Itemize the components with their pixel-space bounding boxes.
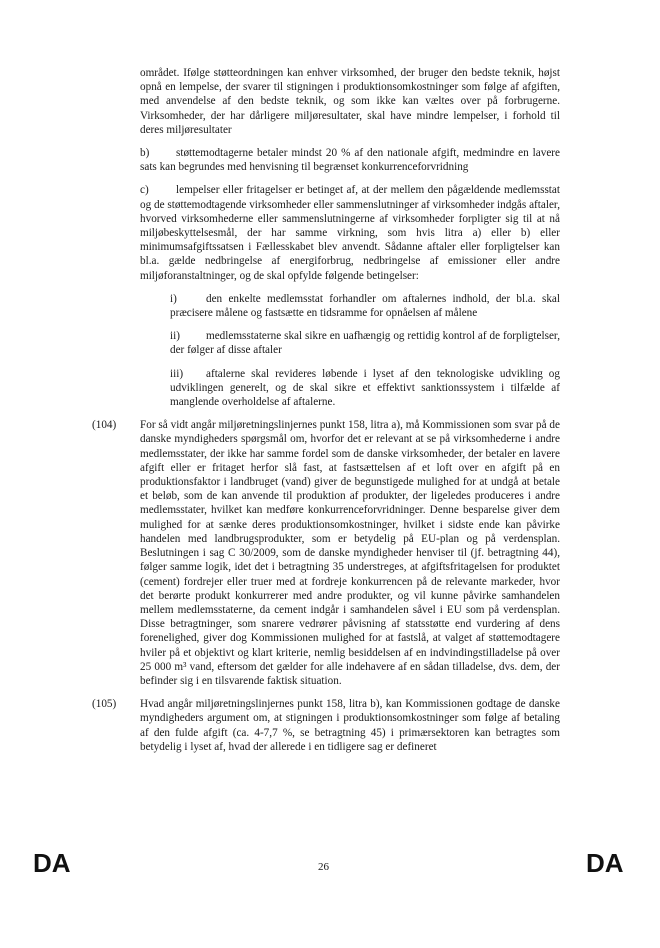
point-c-text: lempelser eller fritagelser er betinget af, at der mellem den pågældende medlemsstat og de støttemodtagende virksomheder eller sammenslutninger af virksomheder indgås aftaler, hvorved virksomhederne eller sammenslutningerne af virksomheder forpligter sig til at nå miljøbeskyttelsesmål, der har samme virkning, som hvis litra a) eller b) eller minimumsafgiftssatsen i Fællesskabet blev anvendt. Sådanne aftaler eller forpligtelser kan bl.a. gælde nedbringelse af energiforbrug, nedbringelse af emissioner eller andre miljøforanstaltninger, og de skal opfylde følgende betingelser: [140,184,560,282]
point-c [140,183,560,282]
sub-point-i-marker: i) [170,292,177,305]
intro-paragraph: området. Ifølge støtteordningen kan enhver virksomhed, der bruger den bedste teknik, højst opnå en lempelse, der svarer til stigningen i produktionsomkostninger som følge af afgiften, med anvendelse af den bedste teknik, og som ikke kan væltes over på forbrugerne. Virksomheder, der har dårligere miljøresultater, skal have mindre lempelser, i forhold til deres miljøresultater [140,67,560,136]
page-number: 26 [318,861,329,873]
sub-point-ii-text: medlemsstaterne skal sikre en uafhængig og rettidig kontrol af de forpligtelser, der følger af disse aftaler [170,330,560,357]
point-b [140,146,560,174]
body-text [92,66,560,763]
paragraph-105-number: (105) [92,698,117,711]
sub-point-iii-text: aftalerne skal revideres løbende i lyset af den teknologiske udvikling og udviklingen generelt, og de skal sikre et effektivt sanktionssystem i tilfælde af manglende overholdelse af aftalerne. [170,367,560,409]
footer-language-right: DA [586,848,624,878]
sub-point-i-text: den enkelte medlemsstat forhandler om aftalernes indhold, der bl.a. skal præcisere målene og fastsætte en tidsramme for opnåelsen af målene [170,292,560,320]
sub-point-ii-marker: ii) [170,330,180,343]
sub-points [170,292,560,409]
paragraph-105-text: Hvad angår miljøretningslinjernes punkt 158, litra b), kan Kommissionen godtage de danske myndigheders argument om, at stigningen i produktionsomkostninger som følge af betaling af den fulde afgift (ca. 4-7,7 %, se betragtning 45) i primærsektoren kan betragtes som betydelig i lyset af, hvad der allerede i en tidligere sag er defineret [140,698,560,753]
paragraph-104 [92,418,560,688]
paragraph-104-text: For så vidt angår miljøretningslinjernes punkt 158, litra a), må Kommissionen som svar på de danske myndigheders spørgsmål om, hvorfor det er relevant at se på virksomhederne i andre medlemsstater, der ikke har samme fordel som de danske virksomheder, der betaler en lavere afgift eller er fritaget herfor slå fast, at fastsættelsen af et loft over en afgift på en produktionsfaktor i landbruget (vand) giver de begunstigede mulighed for at undgå at betale et beløb, som de kan anvende til produktion af produkter, der ligeledes produceres i andre medlemsstater, hvilket kan medføre konkurrenceforvridninger. Denne besparelse giver dem mulighed for at sænke deres produktionsomkostninger, hvilket i sidste ende kan påvirke handelen med landbrugsprodukter, som er betydelig på EU-plan og på verdensplan. Beslutningen i sag C 30/2009, som de danske myndigheder henviser til (jf. betragtning 44), følger samme logik, idet det i betragtning 35 understreges, at afgiftsfritagelsen for produktet (cement) fordrejer eller truer med at fordreje konkurrencen på de relevante markeder, hvor det berørte produkt konkurrerer med andre produkter, og vil kunne påvirke samhandelen mellem medlemsstaterne, da cement indgår i samhandelen såvel i EU som på verdensplan. Disse betragtninger, som snarere vedrører påvisning af statsstøtte end vurdering af dens forenelighed, giver dog Kommissionen mulighed for at fastslå, at valget af støttemodtagere hviler på et objektivt og klart kriterie, nemlig besiddelsen af en indvindingstilladelse på over 25 000 m³ vand, eftersom det gælder for alle indehavere af en sådan tilladelse, dvs. dem, der befinder sig i en tilsvarende faktisk situation. [140,419,560,687]
point-c-marker: c) [140,184,149,197]
point-b-marker: b) [140,147,150,160]
sub-point-ii [170,329,560,357]
sub-point-i [170,292,560,320]
footer-language-left: DA [33,848,71,878]
sub-point-iii-marker: iii) [170,367,184,380]
sub-point-iii [170,367,560,410]
point-b-text: støttemodtagerne betaler mindst 20 % af den nationale afgift, medmindre en lavere sats kan begrundes med henvisning til begrænset konkurrenceforvridning [140,147,560,174]
paragraph-105 [92,697,560,754]
paragraph-104-number: (104) [92,419,117,432]
